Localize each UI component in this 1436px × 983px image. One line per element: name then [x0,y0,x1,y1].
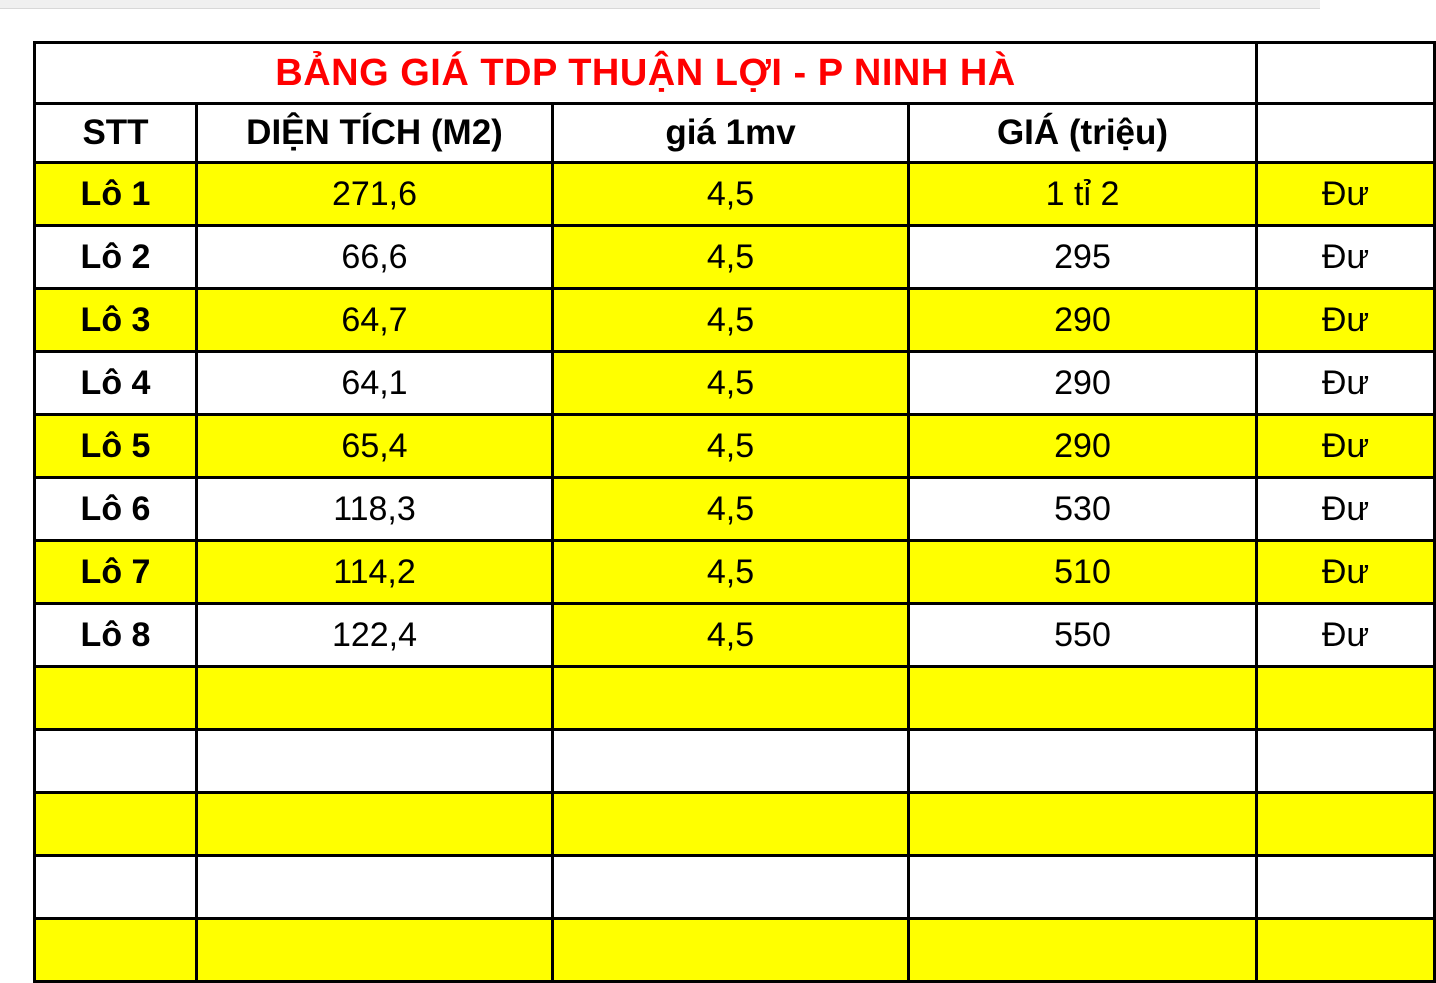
column-header-note [1257,104,1435,163]
table-row [35,793,1435,856]
cell-unit: 4,5 [553,415,909,478]
cell-stt [35,667,197,730]
cell-note: Đư [1257,289,1435,352]
cell-note [1257,919,1435,982]
cell-area [197,667,553,730]
cell-area: 271,6 [197,163,553,226]
cell-unit [553,730,909,793]
cell-area: 66,6 [197,226,553,289]
cell-price: 295 [909,226,1257,289]
cell-unit: 4,5 [553,604,909,667]
cell-note: Đư [1257,541,1435,604]
table-row [35,226,1435,289]
title-spacer-cell [1257,43,1435,104]
table-title-row [35,43,1435,104]
cell-area: 114,2 [197,541,553,604]
column-header-stt: STT [35,104,197,163]
cell-unit [553,667,909,730]
cell-price: 510 [909,541,1257,604]
cell-price [909,667,1257,730]
cell-unit: 4,5 [553,541,909,604]
cell-note: Đư [1257,163,1435,226]
table-row [35,856,1435,919]
table-row [35,730,1435,793]
cell-price: 290 [909,289,1257,352]
table-row [35,289,1435,352]
price-table [33,41,1436,983]
cell-unit [553,919,909,982]
cell-unit [553,856,909,919]
cell-area [197,793,553,856]
cell-price [909,856,1257,919]
table-row [35,478,1435,541]
cell-note: Đư [1257,604,1435,667]
cell-stt [35,919,197,982]
cell-area: 64,1 [197,352,553,415]
cell-stt [35,856,197,919]
page-title: BẢNG GIÁ TDP THUẬN LỢI - P NINH HÀ [35,43,1257,104]
cell-stt: Lô 1 [35,163,197,226]
cell-area: 64,7 [197,289,553,352]
column-header-unit: giá 1mv [553,104,909,163]
cell-unit [553,793,909,856]
table-row [35,352,1435,415]
cell-area [197,730,553,793]
cell-price: 1 tỉ 2 [909,163,1257,226]
column-header-area: DIỆN TÍCH (M2) [197,104,553,163]
table-row [35,919,1435,982]
cell-area: 122,4 [197,604,553,667]
cell-note [1257,856,1435,919]
cell-price [909,919,1257,982]
cell-note [1257,793,1435,856]
cell-area [197,856,553,919]
cell-stt: Lô 4 [35,352,197,415]
cell-unit: 4,5 [553,289,909,352]
cell-price: 290 [909,415,1257,478]
cell-stt [35,730,197,793]
cell-stt: Lô 6 [35,478,197,541]
cell-note: Đư [1257,415,1435,478]
cell-price: 530 [909,478,1257,541]
cell-note: Đư [1257,226,1435,289]
cell-stt: Lô 7 [35,541,197,604]
cell-price: 290 [909,352,1257,415]
cell-unit: 4,5 [553,352,909,415]
cell-stt: Lô 2 [35,226,197,289]
cell-stt: Lô 5 [35,415,197,478]
cell-price [909,793,1257,856]
cell-note: Đư [1257,352,1435,415]
cell-note [1257,667,1435,730]
cell-stt: Lô 3 [35,289,197,352]
cell-area [197,919,553,982]
cell-unit: 4,5 [553,226,909,289]
cell-area: 65,4 [197,415,553,478]
cell-area: 118,3 [197,478,553,541]
cell-unit: 4,5 [553,478,909,541]
table-row [35,604,1435,667]
table-row [35,415,1435,478]
cell-note: Đư [1257,478,1435,541]
table-row [35,163,1435,226]
cell-unit: 4,5 [553,163,909,226]
top-edge-strip [0,0,1320,9]
table-row [35,667,1435,730]
table-header-row [35,104,1435,163]
table-row [35,541,1435,604]
cell-note [1257,730,1435,793]
price-table-body [35,43,1435,982]
cell-stt: Lô 8 [35,604,197,667]
cell-price: 550 [909,604,1257,667]
cell-price [909,730,1257,793]
cell-stt [35,793,197,856]
column-header-price: GIÁ (triệu) [909,104,1257,163]
